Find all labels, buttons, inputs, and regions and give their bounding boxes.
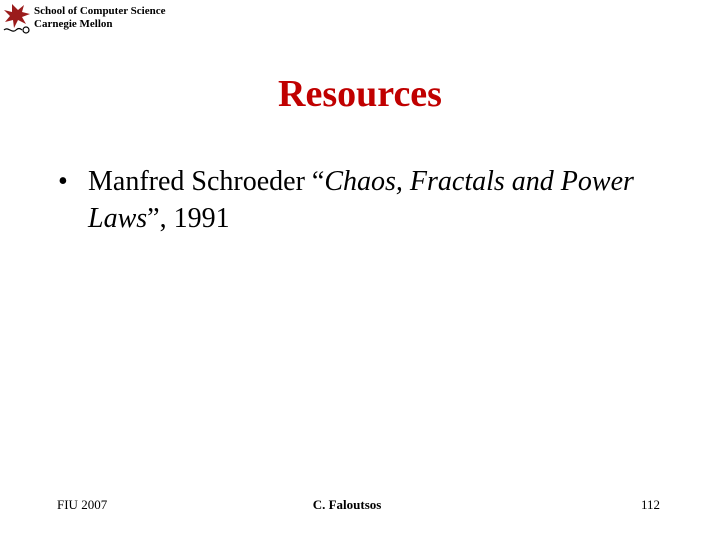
cmu-logo <box>2 2 192 38</box>
logo-line-1: School of Computer Science <box>34 5 166 17</box>
dragon-logo-icon <box>2 2 32 36</box>
page-number: 112 <box>640 497 660 512</box>
bullet-list <box>58 163 658 237</box>
bullet-item <box>58 163 658 237</box>
bullet-text-pre: Manfred Schroeder “ <box>88 166 325 197</box>
footer-author: C. Faloutsos <box>312 497 382 512</box>
footer-left: FIU 2007 <box>57 497 108 512</box>
slide-title: Resources <box>278 73 442 115</box>
book-title: Chaos, Fractals and Power Laws <box>88 166 634 234</box>
logo-line-2: Carnegie Mellon <box>34 18 113 30</box>
bullet-dot: • <box>58 166 68 197</box>
bullet-text-post: ”, 1991 <box>147 203 230 234</box>
